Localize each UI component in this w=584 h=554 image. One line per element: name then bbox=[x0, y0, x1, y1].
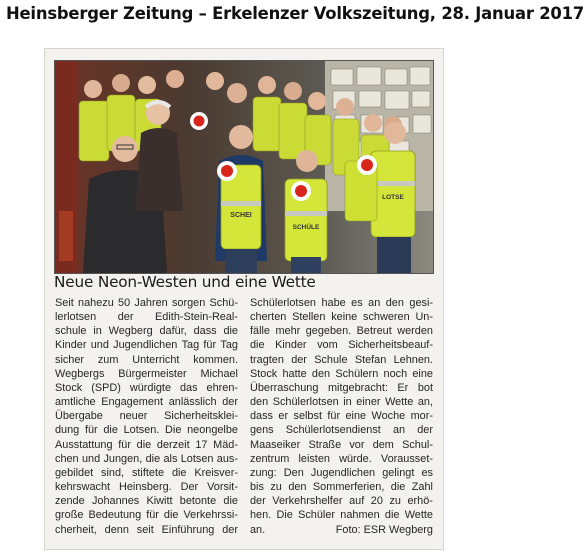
article-line: Seit nahezu 50 Jahren sorgen Schü- bbox=[55, 297, 238, 309]
article-line: dass er selbst für eine Woche mor- bbox=[250, 410, 433, 423]
article-line: cherten Stellen keine schweren Un- bbox=[250, 311, 433, 324]
article-line: fälle mehr gegeben. Betreut werden bbox=[250, 325, 433, 338]
article-headline: Neue Neon-Westen und eine Wette bbox=[54, 273, 316, 291]
article-line: Überraschung mitgebracht: Er bot bbox=[250, 381, 433, 394]
article-column-2 bbox=[250, 296, 433, 537]
article-line: Stock (SPD) würdigte das ehren- bbox=[55, 381, 238, 394]
article-line: amtliche Engagement anlässlich der bbox=[55, 396, 238, 409]
svg-text:SCHEI: SCHEI bbox=[230, 212, 252, 219]
article-column-1 bbox=[55, 296, 238, 537]
newspaper-masthead: Heinsberger Zeitung – Erkelenzer Volkszeitung, 28. Januar 2017 bbox=[6, 4, 584, 23]
article-line: lerlotsen der Edith-Stein-Real- bbox=[55, 311, 238, 324]
article-line: gens Schülerlotsendienst an der bbox=[250, 424, 433, 437]
article-line: Ausstattung für die derzeit 17 Mäd- bbox=[55, 438, 238, 451]
article-line: die Kinder vom Sicherheitsbeauf- bbox=[250, 339, 433, 352]
article-ending: an. bbox=[250, 523, 266, 536]
article-line: cherheit, denn seit Einführung der bbox=[55, 523, 238, 536]
photo-credit: Foto: ESR Wegberg bbox=[335, 523, 433, 536]
article-line: chen und Jungen, die als Lotsen aus- bbox=[55, 452, 238, 465]
article-line: kehrswacht Heinsberg. Der Vorsit- bbox=[55, 481, 238, 494]
group-photo bbox=[54, 60, 434, 274]
article-line: zung: Den Jugendlichen gelingt es bbox=[250, 466, 433, 479]
article-line: große Bedeutung für die Verkehrssi- bbox=[55, 509, 238, 522]
article-line: gebildet sind, stiftete die Kreisver- bbox=[55, 466, 238, 479]
article-line: zende Johannes Kiwitt betonte die bbox=[55, 495, 238, 508]
article-line: Wegbergs Bürgermeister Michael bbox=[55, 367, 238, 380]
article-line: tragten der Schule Stefan Lehnen. bbox=[250, 353, 433, 366]
article-line: Maaseiker Straße vor dem Schul- bbox=[250, 438, 433, 451]
article-line: bis zu den Sommerferien, die Zahl bbox=[250, 481, 433, 494]
article-line: hen. Die Schüler nahmen die Wette bbox=[250, 509, 433, 522]
article-line: den Schülerlotsen in einer Wette an, bbox=[250, 396, 433, 409]
article-line: dung für die Lotsen. Die neongelbe bbox=[55, 424, 238, 437]
photo-illustration bbox=[55, 61, 433, 273]
svg-text:LOTSE: LOTSE bbox=[382, 194, 404, 201]
article-line: Übergabe neuer Sicherheitsklei- bbox=[55, 410, 238, 423]
article-last-line bbox=[250, 523, 433, 537]
article-line: der Verkehrshelfer auf 20 zu erhö- bbox=[250, 495, 433, 508]
article-line: Kinder und Jugendlichen Tag für Tag bbox=[55, 339, 238, 352]
article-line: Stock hatte den Schülern noch eine bbox=[250, 367, 433, 380]
article-line: schule in Wegberg dafür, dass die bbox=[55, 325, 238, 338]
svg-text:SCHÜLE: SCHÜLE bbox=[292, 224, 320, 231]
article-line: Schülerlotsen habe es an den gesi- bbox=[250, 297, 433, 309]
article-line: zentrum leisten würde. Vorausset- bbox=[250, 452, 433, 465]
article-line: sicher zum Unterricht kommen. bbox=[55, 353, 238, 366]
